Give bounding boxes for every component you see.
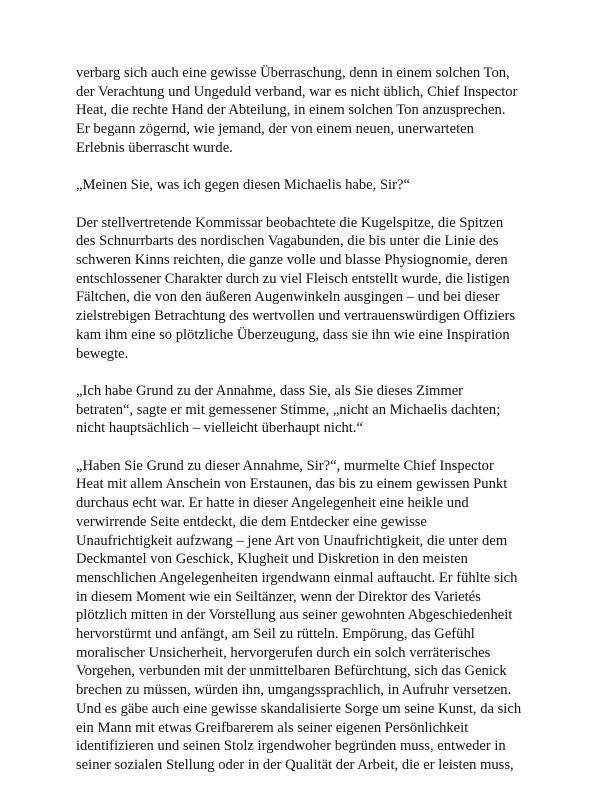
text-line: Heat, die rechte Hand der Abteilung, in einem solchen Ton anzusprechen.: [76, 102, 506, 119]
text-line: schweren Kinns reichten, die ganze volle und blasse Physiognomie, deren: [76, 252, 508, 268]
text-line: bewegte.: [76, 345, 129, 362]
text-line: durchaus echt war. Er hatte in dieser Angelegenheit eine heikle und: [76, 495, 469, 512]
text-line: Erlebnis überrascht wurde.: [76, 139, 233, 156]
text-line: Und es gäbe auch eine gewisse skandalisierte Sorge um seine Kunst, da sich: [76, 700, 522, 717]
text-line: kam ihm eine so plötzliche Überzeugung, dass sie ihn wie eine Inspiration: [76, 326, 510, 343]
text-line: „Haben Sie Grund zu dieser Annahme, Sir?“, murmelte Chief Inspector: [76, 457, 494, 474]
text-line: verwirrende Seite entdeckt, die dem Entdecker eine gewisse: [76, 513, 427, 530]
paragraph-5: [76, 457, 524, 775]
text-line: Unaufrichtigkeit aufzwang – jene Art von Unaufrichtigkeit, die unter dem: [76, 532, 508, 549]
text-line: nicht hauptsächlich – vielleicht überhaupt nicht.“: [76, 420, 363, 437]
text-line: ein Mann mit etwas Greifbarerem als seiner eigenen Persönlichkeit: [76, 719, 469, 736]
text-line: in diesem Moment wie ein Seiltänzer, wenn der Direktor des Varietés: [76, 588, 481, 605]
text-line: Der stellvertretende Kommissar beobachtete die Kugelspitze, die Spitzen: [76, 214, 504, 231]
text-line: der Verachtung und Ungeduld verband, war es nicht üblich, Chief Inspector: [76, 83, 518, 100]
text-line: moralischer Unsicherheit, hervorgerufen durch ein solch verräterisches: [76, 644, 491, 661]
text-line: „Ich habe Grund zu der Annahme, dass Sie, als Sie dieses Zimmer: [76, 382, 464, 399]
text-line: des Schnurrbarts des nordischen Vagabunden, die bis unter die Linie des: [76, 233, 499, 250]
text-line: Fältchen, die von den äußeren Augenwinkeln ausgingen – und bei dieser: [76, 289, 500, 306]
text-line: entschlossener Charakter durch zu viel Fleisch entstellt wurde, die listigen: [76, 270, 510, 287]
text-line: zielstrebigen Betrachtung des wertvollen und vertrauenswürdigen Offiziers: [76, 308, 516, 325]
paragraph-4: [76, 382, 524, 438]
text-line: Er begann zögernd, wie jemand, der von einem neuen, unerwarteten: [76, 121, 474, 138]
text-line: brechen zu müssen, würden ihn, umgangssprachlich, in Aufruhr versetzen.: [76, 682, 512, 699]
text-line: betraten“, sagte er mit gemessener Stimme, „nicht an Michaelis dachten;: [76, 401, 501, 418]
paragraph-2: [76, 176, 524, 195]
text-line: menschlichen Angelegenheiten irgendwann einmal auftaucht. Er fühlte sich: [76, 569, 518, 586]
text-line: Heat mit allem Anschein von Erstaunen, das bis zu einem gewissen Punkt: [76, 476, 508, 493]
paragraph-1: [76, 64, 524, 158]
text-line: Vorgehen, verbunden mit der unmittelbaren Befürchtung, sich das Genick: [76, 663, 507, 680]
text-line: seiner sozialen Stellung oder in der Qualität der Arbeit, die er leisten muss,: [76, 756, 514, 773]
text-line: „Meinen Sie, was ich gegen diesen Michaelis habe, Sir?“: [76, 177, 410, 194]
document-page: [76, 64, 524, 793]
text-line: hervorstürmt und anfängt, am Seil zu rütteln. Empörung, das Gefühl: [76, 626, 475, 643]
text-line: identifizieren und seinen Stolz irgendwoher begründen muss, entweder in: [76, 738, 506, 755]
text-line: plötzlich mitten in der Vorstellung aus seiner gewohnten Abgeschiedenheit: [76, 607, 513, 624]
text-line: verbarg sich auch eine gewisse Überraschung, denn in einem solchen Ton,: [76, 65, 510, 81]
paragraph-3: [76, 214, 524, 364]
text-line: Deckmantel von Geschick, Klugheit und Diskretion in den meisten: [76, 551, 468, 568]
